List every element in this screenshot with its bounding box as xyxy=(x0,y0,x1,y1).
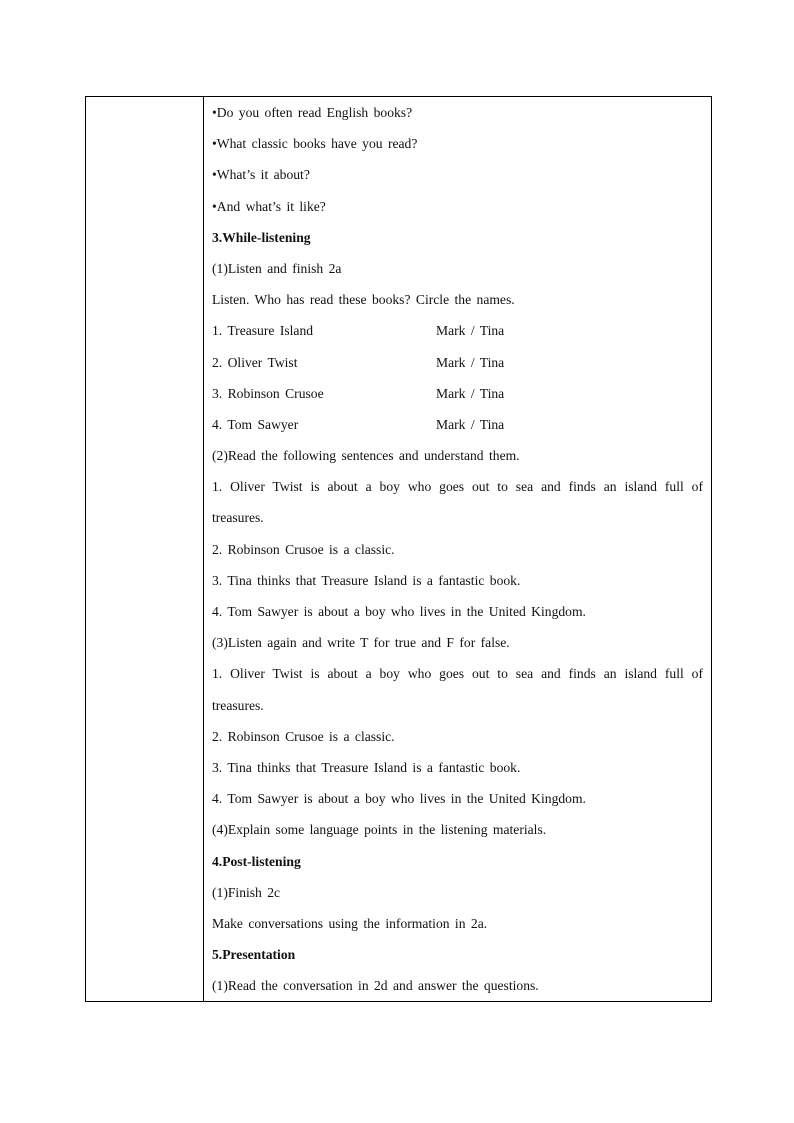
right-column-cell xyxy=(204,97,712,1002)
section-heading-while-listening: 3.While-listening xyxy=(212,229,311,245)
book-options: Mark / Tina xyxy=(436,354,505,370)
step-read-conversation: (1)Read the conversation in 2d and answer the questions. xyxy=(212,978,539,994)
step-listen-finish-2a: (1)Listen and finish 2a xyxy=(212,260,342,276)
table-row xyxy=(86,97,712,1002)
section-heading-presentation: 5.Presentation xyxy=(212,947,296,963)
book-row xyxy=(212,409,703,440)
instruction-circle-names: Listen. Who has read these books? Circle the names. xyxy=(212,292,515,308)
book-row xyxy=(212,378,703,409)
book-options: Mark / Tina xyxy=(436,323,505,339)
sentence-item: 1. Oliver Twist is about a boy who goes out to sea and finds an island full of xyxy=(212,479,703,495)
step-true-false: (3)Listen again and write T for true and F for false. xyxy=(212,635,510,651)
sentence-item: 1. Oliver Twist is about a boy who goes out to sea and finds an island full of xyxy=(212,666,703,682)
book-row xyxy=(212,315,703,346)
book-title: 4. Tom Sawyer xyxy=(212,416,299,432)
sentence-item: 3. Tina thinks that Treasure Island is a fantastic book. xyxy=(212,759,521,775)
step-finish-2c: (1)Finish 2c xyxy=(212,884,281,900)
sentence-item: 4. Tom Sawyer is about a boy who lives in the United Kingdom. xyxy=(212,604,586,619)
section-heading-post-listening: 4.Post-listening xyxy=(212,853,301,869)
warmup-question-3: •What’s it about? xyxy=(212,167,310,183)
step-read-sentences: (2)Read the following sentences and understand them. xyxy=(212,448,520,464)
lesson-content xyxy=(204,97,711,1001)
lesson-plan-table xyxy=(85,96,712,1002)
book-row xyxy=(212,347,703,378)
warmup-question-4: •And what’s it like? xyxy=(212,198,326,214)
left-column-cell xyxy=(86,97,204,1002)
sentence-item: 2. Robinson Crusoe is a classic. xyxy=(212,541,395,557)
warmup-question-2: •What classic books have you read? xyxy=(212,136,418,152)
book-options: Mark / Tina xyxy=(436,385,505,401)
book-title: 1. Treasure Island xyxy=(212,323,314,339)
sentence-item: 3. Tina thinks that Treasure Island is a fantastic book. xyxy=(212,572,521,588)
sentence-item-continuation: treasures. xyxy=(212,697,264,713)
book-options: Mark / Tina xyxy=(436,416,505,432)
instruction-make-conversations: Make conversations using the information in 2a. xyxy=(212,915,488,931)
book-title: 3. Robinson Crusoe xyxy=(212,385,324,401)
sentence-item: 2. Robinson Crusoe is a classic. xyxy=(212,728,395,744)
step-explain-language-points: (4)Explain some language points in the listening materials. xyxy=(212,822,547,838)
warmup-question-1: •Do you often read English books? xyxy=(212,105,413,120)
book-title: 2. Oliver Twist xyxy=(212,354,298,370)
sentence-item-continuation: treasures. xyxy=(212,510,264,526)
sentence-item: 4. Tom Sawyer is about a boy who lives in the United Kingdom. xyxy=(212,791,586,807)
